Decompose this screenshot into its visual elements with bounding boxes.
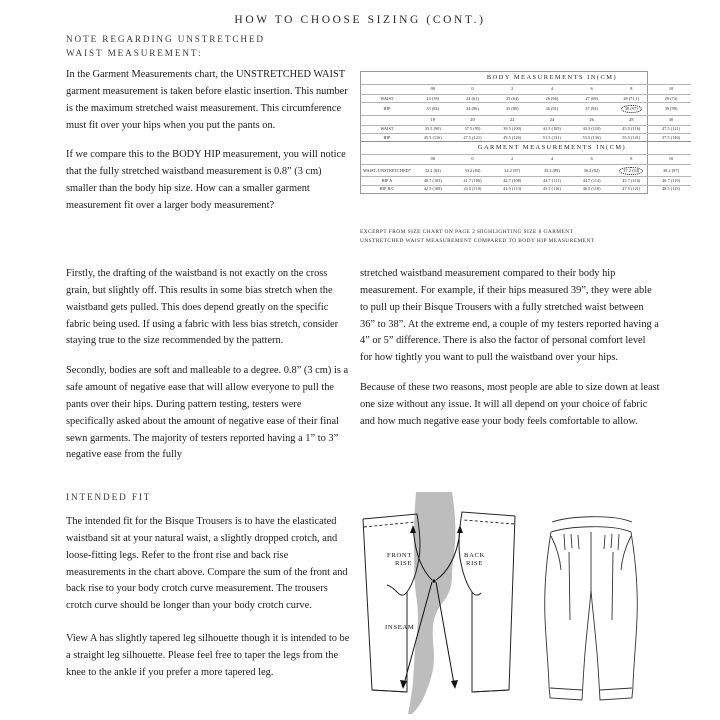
table-cell: 55.5 (141) (612, 133, 652, 141)
table-cell: 32.2 (82) (413, 165, 453, 177)
table-cell: 42.5 (108) (413, 185, 453, 193)
paragraph: In the Garment Measurements chart, the UNSTRETCHED WAIST garment measurement is taken before elastic insertion. This number is the maximum stretched waist measurement. This circumference must fit over your hips when you put the pants on. (66, 69, 348, 131)
size-header-cell: 0 (453, 155, 493, 165)
table-cell: 45.5 (116) (413, 133, 453, 141)
garment-measurements-title: GARMENT MEASUREMENTS IN(CM) (413, 142, 691, 155)
size-header-cell: 26 (572, 115, 612, 125)
table-cell: 36.2 (92) (572, 165, 612, 177)
note-heading-block (66, 32, 350, 61)
paragraph: The intended fit for the Bisque Trousers is to have the elasticated waistband sit at your natural waist, a slightly dropped crotch, and loose-fitting legs. Refer to the front rise and back rise measurements in the chart above. Compare the sum of the front and back rise to your body crotch curve measurement. The trousers crotch curve should be longer than your body crotch curve. (66, 516, 348, 612)
size-header-cell: 20 (453, 115, 493, 125)
paragraph: Secondly, bodies are soft and malleable to a degree. 0.8” (3 cm) is a safe amount of negative ease that will allow everyone to pull the pants over their hips. During pattern testing, testers were specifically asked about the amount of negative ease of their final sewn garments. The majority of testers reported having a 1” to 3” negative ease from the fully (66, 365, 349, 461)
size-header-cell: 10 (651, 155, 691, 165)
table-cell: 35.5 (90) (413, 125, 453, 133)
table-row (361, 177, 691, 185)
table-cell: 42.7 (108) (492, 177, 532, 185)
garment-size-header (361, 155, 691, 165)
back-rise-label-line-1: BACK (464, 552, 486, 559)
table-cell: 57.5 (146) (651, 133, 691, 141)
size-header-cell: 18 (413, 115, 453, 125)
table-cell: 25 (64) (492, 94, 532, 102)
size-header-cell: 24 (532, 115, 572, 125)
trouser-technical-flat (545, 517, 638, 700)
intended-fit-heading: INTENDED FIT (66, 492, 152, 502)
size-header-cell: 28 (612, 115, 652, 125)
note-heading-line-2: WAIST MEASUREMENT: (66, 48, 203, 59)
table-cell: 39.5 (100) (492, 125, 532, 133)
table-cell: 43.5 (110) (572, 125, 612, 133)
front-rise-label-line-1: FRONT (387, 552, 413, 559)
size-header-cell: 6 (572, 84, 612, 94)
size-header-cell: 10 (651, 84, 691, 94)
spacer-cell (361, 115, 413, 125)
size-header-cell: 6 (572, 155, 612, 165)
row-label: HIP (361, 103, 413, 115)
spacer-cell (361, 155, 413, 165)
size-header-cell: 2 (492, 155, 532, 165)
table-cell: 24 (61) (453, 94, 493, 102)
chart-caption-line-1: EXCERPT FROM SIZE CHART ON PAGE 2 HIGHLIGHTING SIZE 8 GARMENT (360, 229, 574, 235)
chart-caption (360, 228, 656, 246)
row-label: WAIST (361, 94, 413, 102)
intended-fit-heading-block (66, 490, 350, 504)
chart-band-title-row (361, 142, 691, 155)
row-label: HIP B/C (361, 185, 413, 193)
table-cell: 47.5 (121) (651, 125, 691, 133)
size-header-cell: 8 (612, 84, 652, 94)
table-cell: 53.5 (136) (572, 133, 612, 141)
row-label: WAIST (361, 125, 413, 133)
spacer-cell (361, 72, 413, 84)
table-cell: 49.5 (126) (492, 133, 532, 141)
back-rise-arrowhead (457, 525, 463, 533)
table-row (361, 133, 691, 141)
highlight-circle: 37.2 (94) (619, 167, 643, 175)
left-column-lower (66, 266, 350, 477)
size-header-cell: 4 (532, 84, 572, 94)
size-header-cell: 00 (413, 155, 453, 165)
back-pattern-piece (459, 512, 515, 692)
right-column (360, 266, 660, 444)
chart-band-title-row (361, 72, 691, 84)
row-label: HIP A (361, 177, 413, 185)
left-column-upper (66, 67, 350, 228)
table-cell: 35.2 (89) (532, 165, 572, 177)
table-cell: 39 (99) (651, 103, 691, 115)
paragraph: Firstly, the drafting of the waistband is not exactly on the cross grain, but slightly off. This results in some bias stretch when the waistband gets pulled. This does depend greatly on the specific fabric being used. If using a fabric with less bias stretch, consider staying true to the size recommended by the pattern. (66, 268, 339, 347)
table-cell: 26 (66) (532, 94, 572, 102)
table-cell: 51.5 (131) (532, 133, 572, 141)
table-cell: 45.5 (116) (532, 185, 572, 193)
table-cell: 29 (74) (651, 94, 691, 102)
table-cell: 48.5 (123) (651, 185, 691, 193)
table-cell: 35 (89) (492, 103, 532, 115)
body-size-header-small (361, 84, 691, 94)
table-cell: 38.2 (97) (651, 165, 691, 177)
back-rise-label-line-2: RISE (466, 560, 484, 567)
table-cell: 41.5 (105) (532, 125, 572, 133)
paragraph: Because of these two reasons, most people are able to size down at least one size without any issue. It will all depend on your choice of fabric and how much negative ease your body feels comfortable to allow. (360, 382, 660, 427)
table-row (361, 103, 691, 115)
size-header-cell: 0 (453, 84, 493, 94)
table-cell-highlighted (612, 165, 652, 177)
paragraph: View A has slightly tapered leg silhouette though it is intended to be a straight leg silhouette. Please feel free to taper the legs from the knee to the ankle if you prefer a more tapered leg. (66, 633, 350, 678)
table-cell: 43.7 (111) (532, 177, 572, 185)
paragraph: If we compare this to the BODY HIP measurement, you will notice that the fully stretched waistband measurement is 0.8” (3 cm) smaller than the body hip size. How can a smaller garment measurement fit over a larger body measurement? (66, 149, 346, 211)
chart-caption-line-2: UNSTRETCHED WAIST MEASUREMENT COMPARED TO BODY HIP MEASUREMENT (360, 238, 595, 245)
size-header-cell: 4 (532, 155, 572, 165)
spacer-cell (361, 84, 413, 94)
table-cell: 28 (71.1) (612, 94, 652, 102)
table-row (361, 185, 691, 193)
table-cell: 41.7 (106) (453, 177, 493, 185)
table-row (361, 125, 691, 133)
size-header-cell: 8 (612, 155, 652, 165)
size-chart-table (361, 72, 691, 193)
table-cell: 33 (84) (413, 103, 453, 115)
table-cell: 23 (58) (413, 94, 453, 102)
table-row (361, 94, 691, 102)
table-cell: 36 (91) (532, 103, 572, 115)
spacer-cell (361, 142, 413, 155)
table-cell: 34.2 (87) (492, 165, 532, 177)
table-cell: 37 (94) (572, 103, 612, 115)
size-header-cell: 00 (413, 84, 453, 94)
table-cell: 40.7 (103) (413, 177, 453, 185)
table-cell: 44.7 (114) (572, 177, 612, 185)
table-row (361, 165, 691, 177)
row-label: HIP (361, 133, 413, 141)
size-header-cell: 2 (492, 84, 532, 94)
body-size-header-large (361, 115, 691, 125)
table-cell: 45.7 (116) (612, 177, 652, 185)
size-header-cell: 30 (651, 115, 691, 125)
table-cell: 27 (69) (572, 94, 612, 102)
table-cell: 37.5 (95) (453, 125, 493, 133)
table-cell: 34 (86) (453, 103, 493, 115)
table-cell: 46.5 (118) (572, 185, 612, 193)
table-cell: 47.5 (121) (453, 133, 493, 141)
page-title: HOW TO CHOOSE SIZING (CONT.) (234, 14, 486, 26)
body-measurements-title: BODY MEASUREMENTS IN(CM) (486, 74, 618, 81)
table-cell: 46.7 (119) (651, 177, 691, 185)
size-chart-excerpt (360, 71, 681, 194)
table-cell: 43.5 (110) (453, 185, 493, 193)
table-cell: 47.5 (121) (612, 185, 652, 193)
inseam-label: INSEAM (385, 624, 415, 631)
front-waist-dashed-line (364, 522, 415, 527)
body-silhouette-shape (408, 492, 455, 714)
trouser-fit-illustration (360, 492, 660, 718)
size-header-cell: 22 (492, 115, 532, 125)
inseam-arrowhead-right (451, 680, 458, 689)
highlight-circle: 38 (97) (621, 105, 642, 113)
row-label: WAIST, UNSTRETCHED* (361, 165, 413, 177)
front-rise-label-line-2: RISE (395, 560, 413, 567)
paragraph: stretched waistband measurement compared to their body hip measurement. For example, if their hips measured 39”, they were able to pull up their Bisque Trousers with a fully stretched waist between 36” to 38”. At the extreme end, a couple of my testers reported having a 4” or 5” difference. There is also the factor of personal comfort level for how tightly you want to pull the waistband over your hips. (360, 268, 659, 364)
front-pattern-piece (363, 514, 420, 692)
back-waist-dashed-line (464, 520, 514, 524)
table-cell: 33.2 (84) (453, 165, 493, 177)
table-cell: 45.5 (116) (612, 125, 652, 133)
note-heading-line-1: NOTE REGARDING UNSTRETCHED (66, 34, 265, 44)
table-cell-highlighted (612, 103, 652, 115)
inseam-arrowhead-left (400, 680, 407, 689)
crotch-point (432, 579, 435, 582)
intended-fit-body (66, 514, 350, 695)
table-cell: 44.5 (113) (492, 185, 532, 193)
